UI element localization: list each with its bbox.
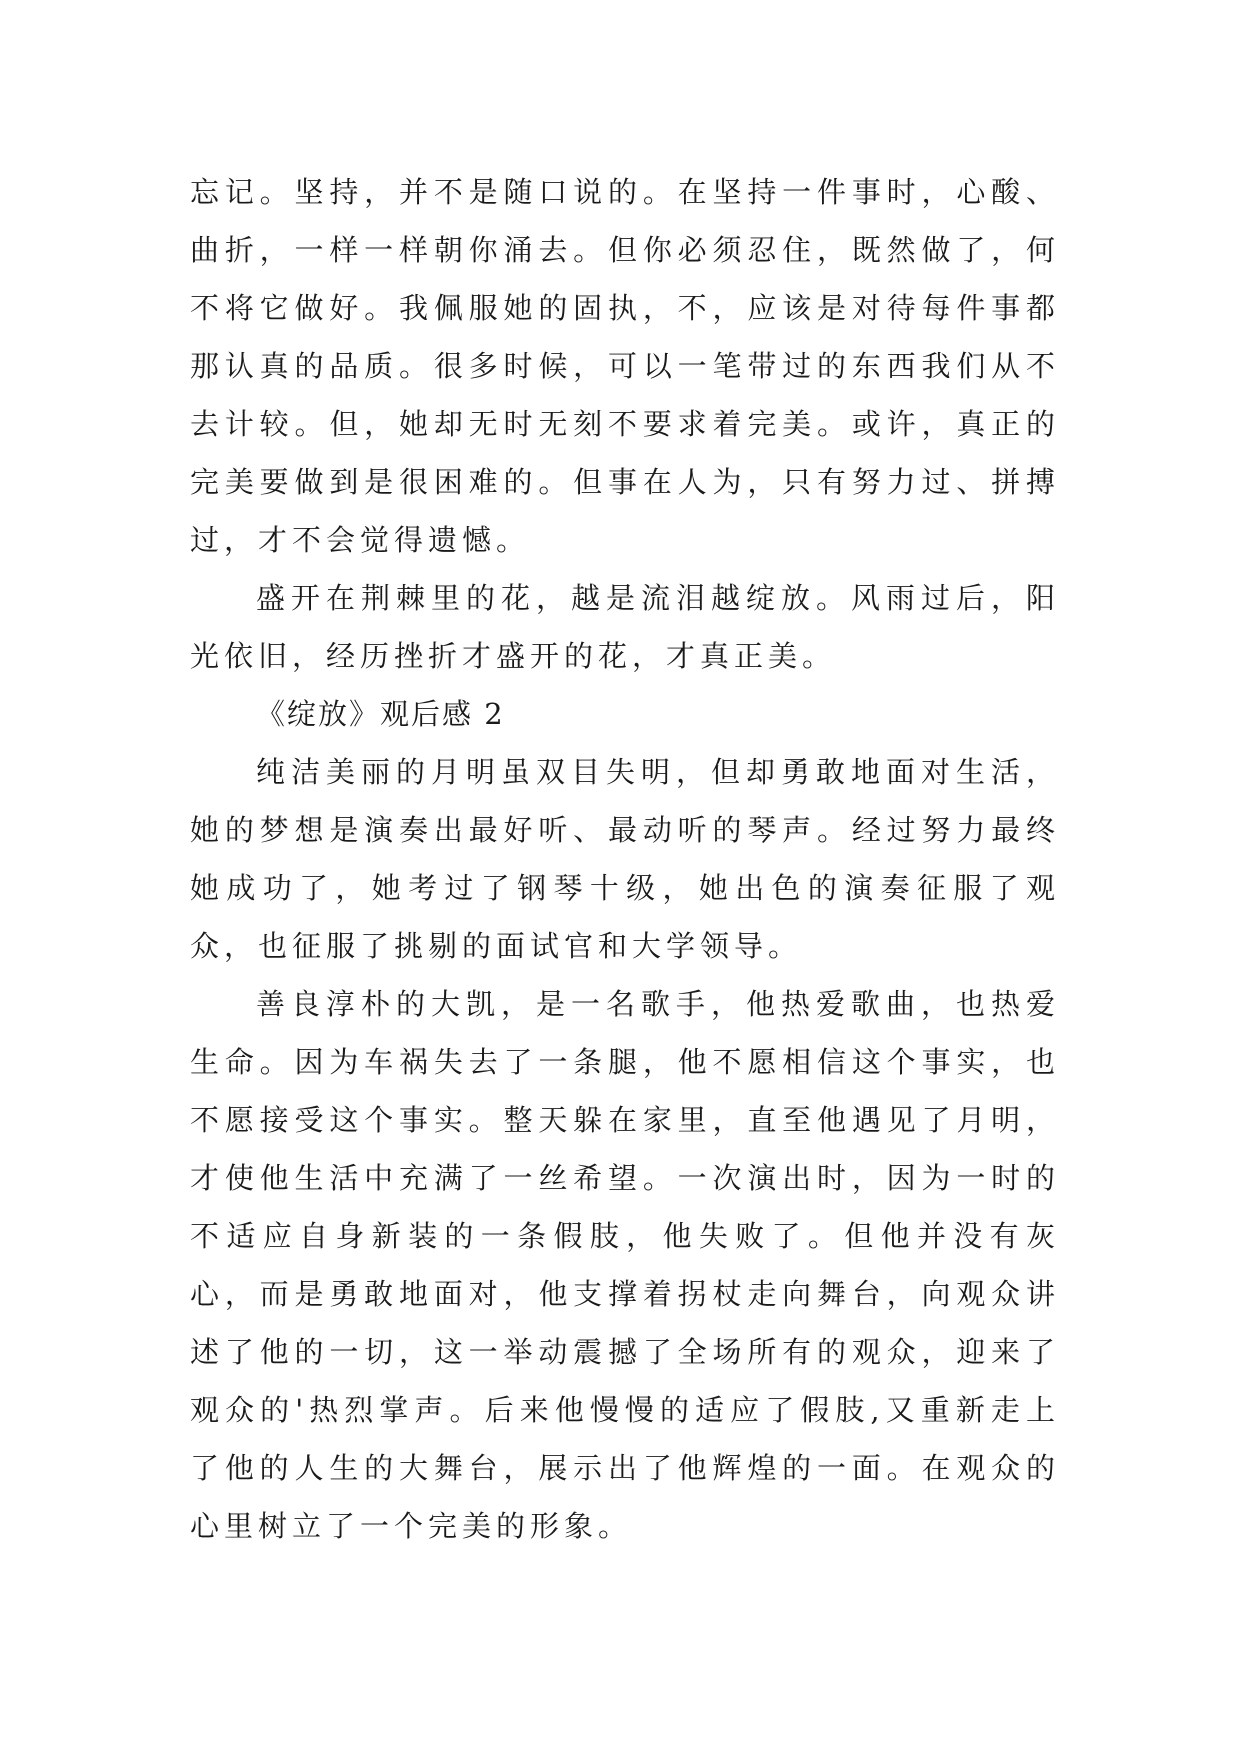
paragraph-dakai: 善良淳朴的大凯，是一名歌手，他热爱歌曲，也热爱生命。因为车祸失去了一条腿，他不愿相信这个事实，也不愿接受这个事实。整天躲在家里，直至他遇见了月明，才使他生活中充满了一丝希望。一次演出时，因为一时的不适应自身新装的一条假肢，他失败了。但他并没有灰心，而是勇敢地面对，他支撑着拐杖走向舞台，向观众讲述了他的一切，这一举动震撼了全场所有的观众，迎来了观众的'热烈掌声。后来他慢慢的适应了假肢,又重新走上了他的人生的大舞台，展示出了他辉煌的一面。在观众的心里树立了一个完美的形象。 — [190, 987, 1060, 1543]
paragraph-flower-metaphor: 盛开在荆棘里的花，越是流泪越绽放。风雨过后，阳光依旧，经历挫折才盛开的花，才真正美。 — [190, 581, 1060, 673]
paragraph-continuation: 忘记。坚持，并不是随口说的。在坚持一件事时，心酸、曲折，一样一样朝你涌去。但你必须忍住，既然做了，何不将它做好。我佩服她的固执，不，应该是对待每件事都那认真的品质。很多时候，可以一笔带过的东西我们从不去计较。但，她却无时无刻不要求着完美。或许，真正的完美要做到是很困难的。但事在人为，只有努力过、拼搏过，才不会觉得遗憾。 — [190, 175, 1060, 557]
document-body — [190, 163, 1060, 1555]
paragraph-yueming: 纯洁美丽的月明虽双目失明，但却勇敢地面对生活，她的梦想是演奏出最好听、最动听的琴声。经过努力最终她成功了，她考过了钢琴十级，她出色的演奏征服了观众，也征服了挑剔的面试官和大学领导。 — [190, 755, 1060, 963]
section-heading: 《绽放》观后感 2 — [256, 697, 505, 731]
